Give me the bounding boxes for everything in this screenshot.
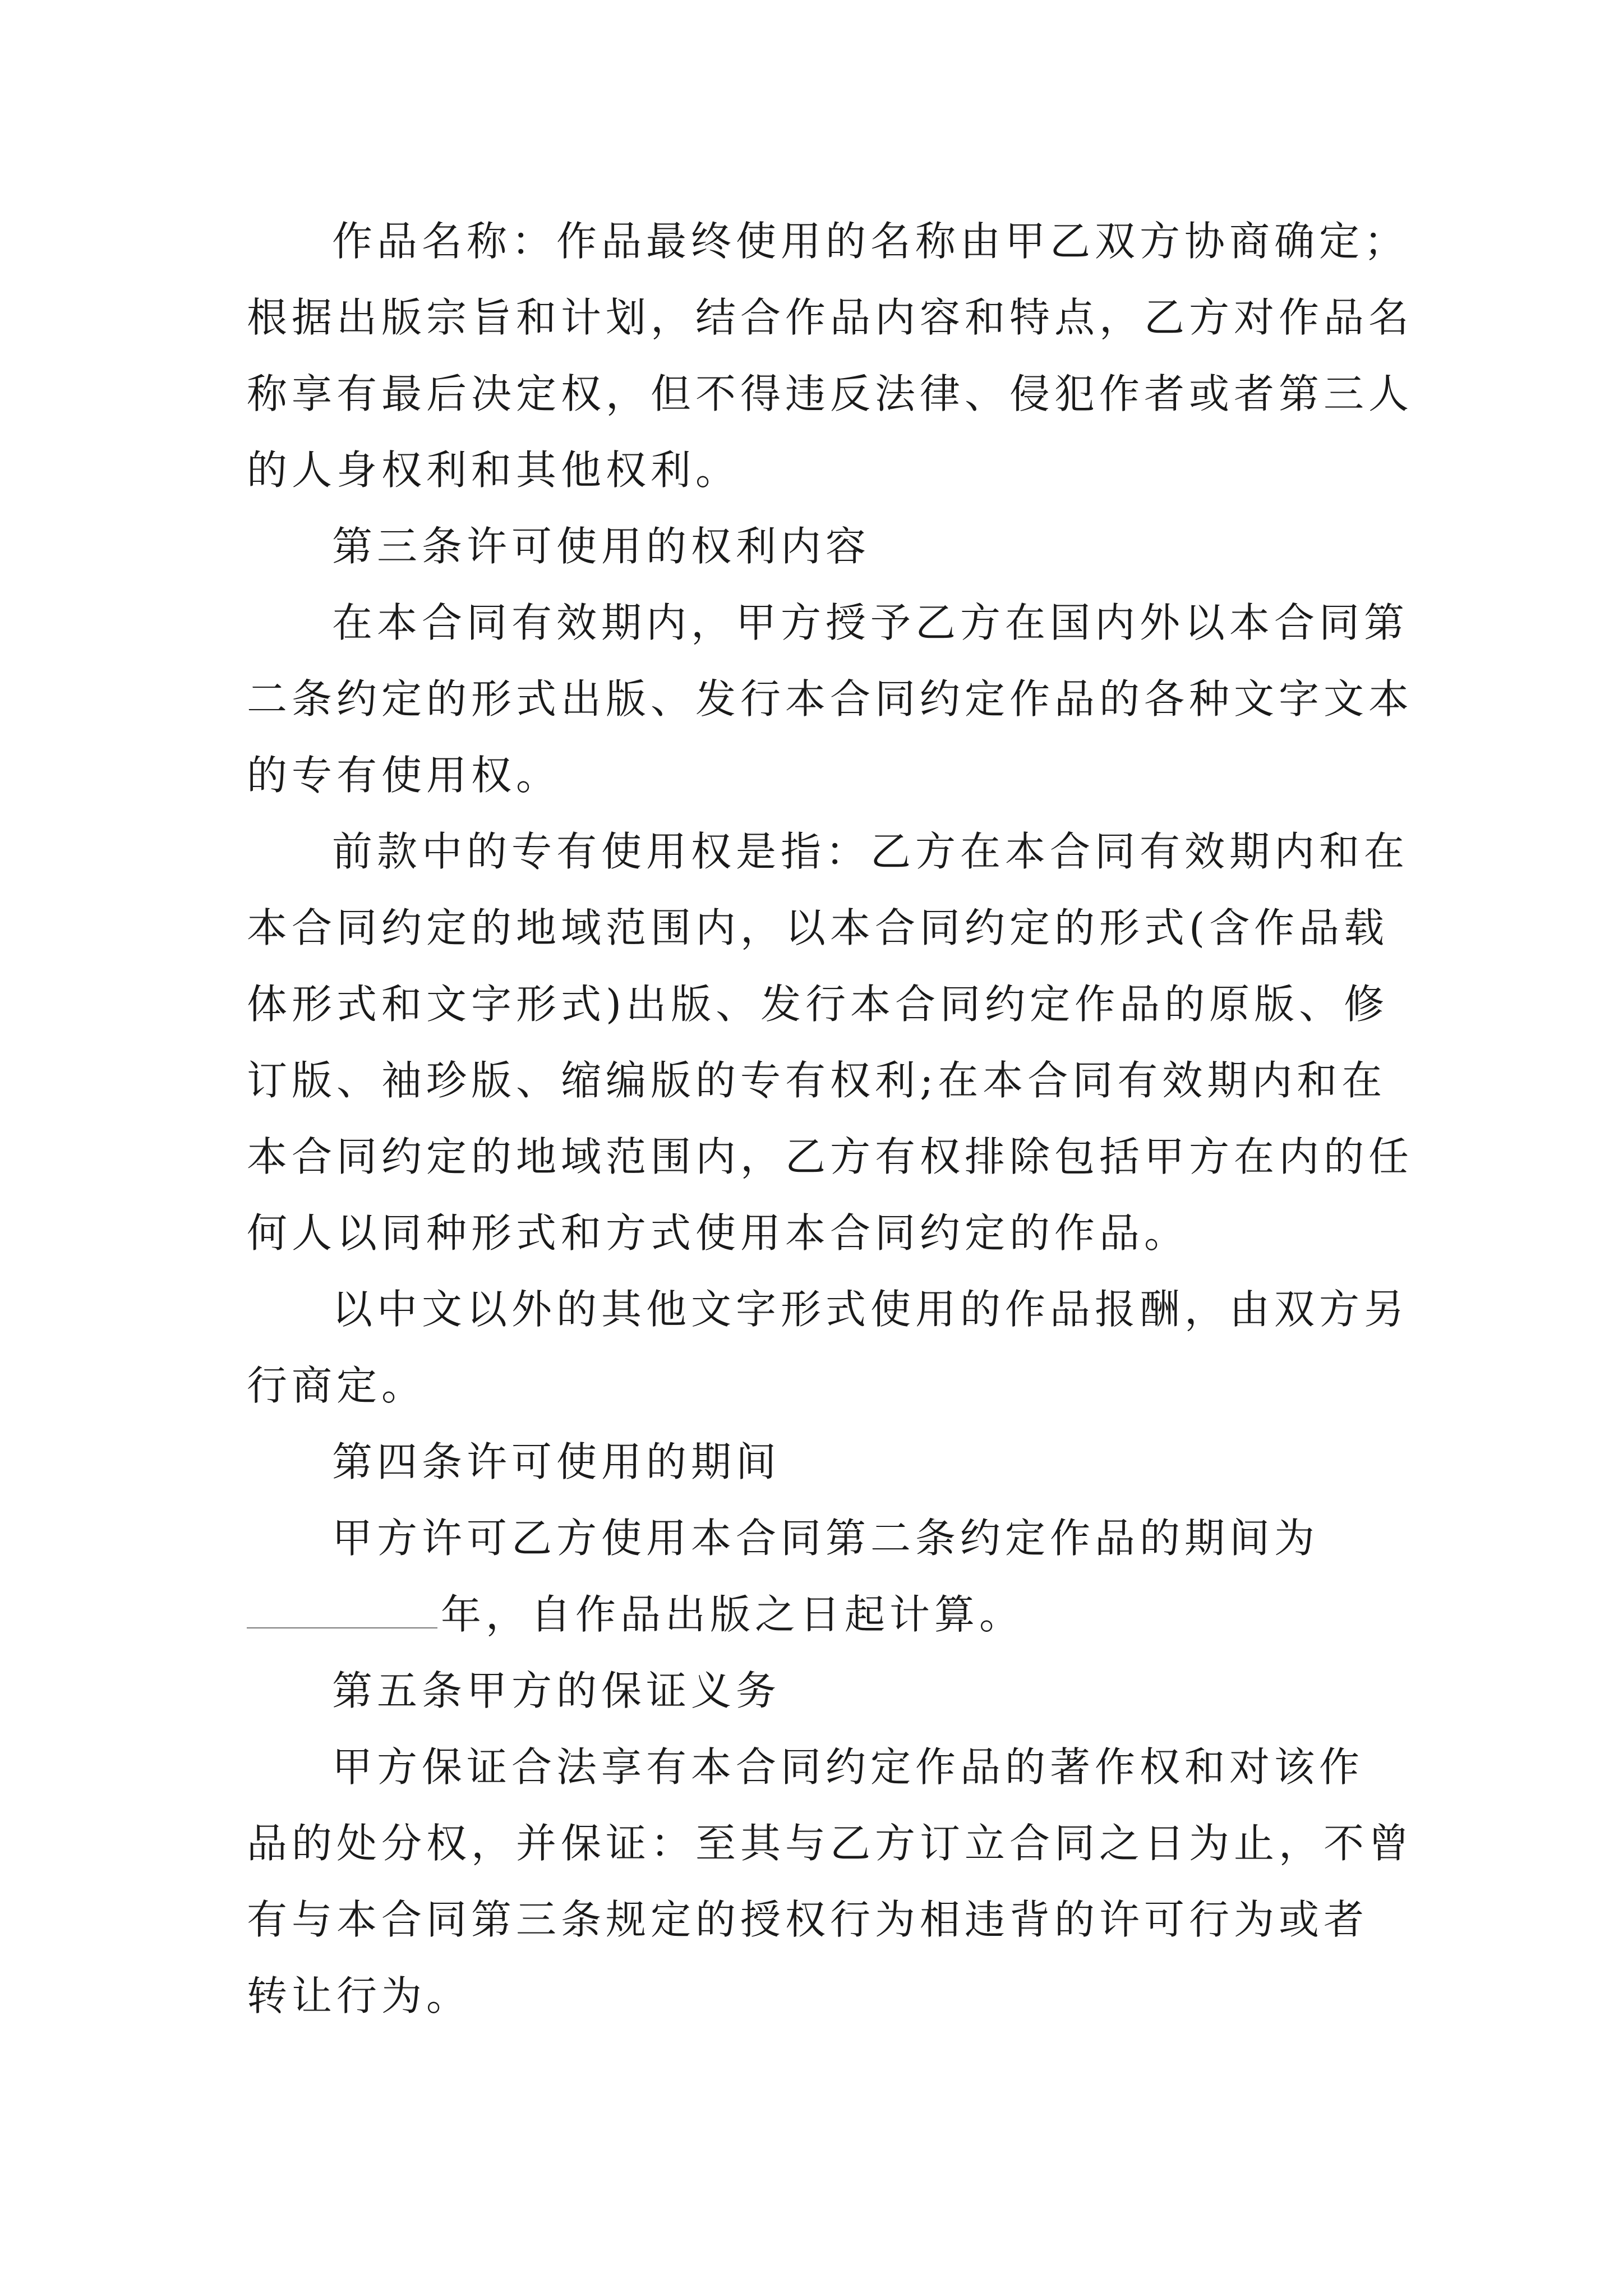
text-after-blank: 年，自作品出版之日起计算。 [441,1591,1025,1638]
text-line: 的专有使用权。 [247,752,561,799]
text-line: 体形式和文字形式)出版、发行本合同约定作品的原版、修 [247,981,1389,1028]
text-line: 本合同约定的地域范围内，乙方有权排除包括甲方在内的任 [247,1133,1414,1180]
heading-line: 第三条许可使用的权利内容 [332,523,871,570]
text-line: 以中文以外的其他文字形式使用的作品报酬，由双方另 [332,1286,1409,1333]
paragraph-article-5-1 [247,1729,1414,2034]
text-line: 订版、袖珍版、缩编版的专有权利;在本合同有效期内和在 [247,1057,1387,1104]
paragraph-article-3-1 [247,585,1414,813]
text-line: 作品名称：作品最终使用的名称由甲乙双方协商确定； [332,218,1409,265]
text-line: 有与本合同第三条规定的授权行为相违背的许可行为或者 [247,1896,1369,1943]
text-line: 转让行为。 [247,1972,472,2019]
paragraph-work-title [247,203,1414,508]
text-line: 甲方保证合法享有本合同约定作品的著作权和对该作 [332,1743,1364,1791]
text-line: 何人以同种形式和方式使用本合同约定的作品。 [247,1209,1189,1257]
text-line-with-blank [247,1576,1391,1653]
paragraph-article-3-2 [247,813,1414,1271]
text-line: 二条约定的形式出版、发行本合同约定作品的各种文字文本 [247,675,1414,723]
text-line: 在本合同有效期内，甲方授予乙方在国内外以本合同第 [332,599,1409,646]
text-line: 行商定。 [247,1362,427,1409]
article-3-heading [247,508,1391,585]
article-4-heading [247,1424,1391,1500]
text-line: 前款中的专有使用权是指：乙方在本合同有效期内和在 [332,828,1409,875]
heading-line: 第四条许可使用的期间 [332,1438,781,1485]
paragraph-article-3-3 [247,1271,1409,1424]
text-line: 本合同约定的地域范围内，以本合同约定的形式(含作品载 [247,904,1389,951]
document-body [247,203,1414,2034]
paragraph-article-4-1 [247,1500,1391,1653]
article-5-heading [247,1653,1391,1729]
heading-line: 第五条甲方的保证义务 [332,1667,781,1714]
text-line: 品的处分权，并保证：至其与乙方订立合同之日为止，不曾 [247,1820,1414,1867]
text-line: 甲方许可乙方使用本合同第二条约定作品的期间为 [332,1515,1320,1562]
text-line: 根据出版宗旨和计划，结合作品内容和特点，乙方对作品名 [247,294,1414,341]
text-line: 的人身权利和其他权利。 [247,447,741,494]
fill-in-blank[interactable] [247,1588,437,1628]
text-line: 称享有最后决定权，但不得违反法律、侵犯作者或者第三人 [247,370,1414,417]
